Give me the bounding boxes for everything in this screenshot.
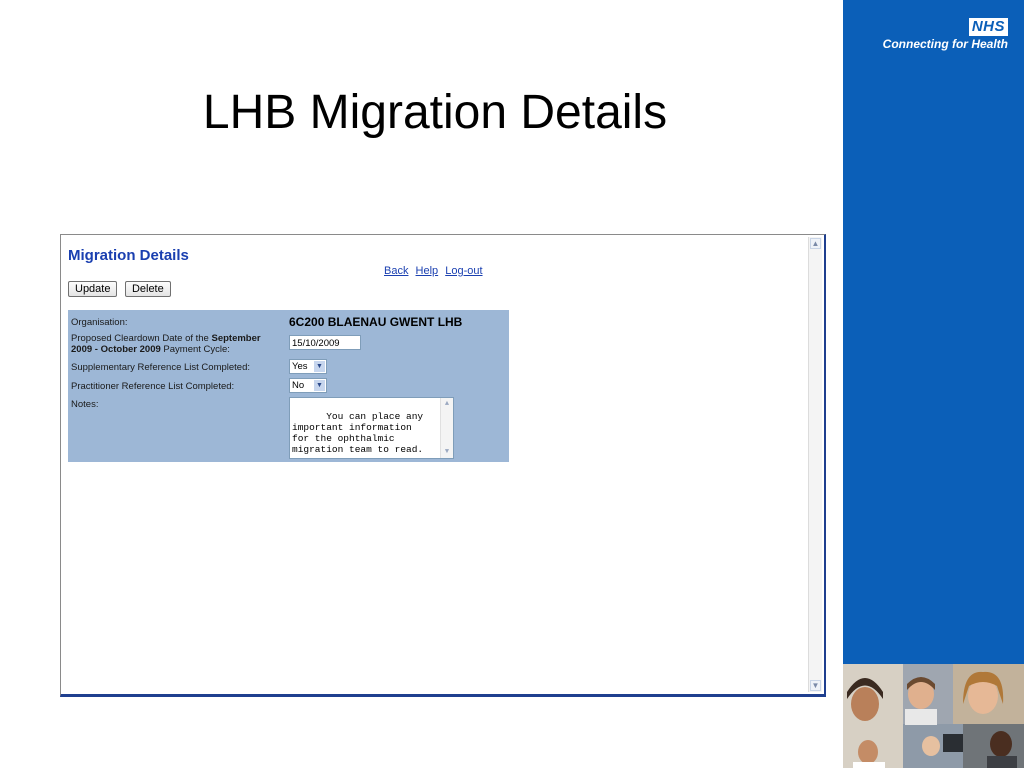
notes-label: Notes: bbox=[71, 399, 99, 410]
notes-textarea[interactable] bbox=[289, 397, 454, 459]
scroll-up-icon[interactable]: ▲ bbox=[811, 239, 820, 248]
chevron-down-icon[interactable]: ▼ bbox=[314, 380, 325, 391]
supplementary-list-label: Supplementary Reference List Completed: bbox=[71, 362, 251, 373]
cleardown-label-prefix: Proposed Cleardown Date of the bbox=[71, 333, 212, 344]
back-link[interactable]: Back bbox=[384, 265, 409, 277]
supplementary-list-value: Yes bbox=[292, 361, 308, 372]
scroll-up-icon[interactable]: ▲ bbox=[444, 400, 450, 408]
practitioner-list-select[interactable] bbox=[289, 378, 327, 393]
nhs-logo: NHS bbox=[969, 18, 1008, 36]
nhs-brand-band bbox=[843, 0, 1024, 768]
cleardown-label-suffix: Payment Cycle: bbox=[160, 344, 230, 355]
logout-link[interactable]: Log-out bbox=[445, 265, 483, 277]
scroll-down-icon[interactable]: ▼ bbox=[811, 681, 820, 690]
slide-title: LHB Migration Details bbox=[202, 86, 668, 139]
scroll-down-icon[interactable]: ▼ bbox=[444, 448, 450, 456]
notes-scrollbar[interactable] bbox=[440, 398, 453, 458]
nav-links bbox=[384, 265, 487, 277]
notes-text: You can place any important information for the ophthalmic migration team to read. bbox=[292, 411, 424, 455]
organisation-value: 6C200 BLAENAU GWENT LHB bbox=[289, 315, 463, 329]
practitioner-list-label: Practitioner Reference List Completed: bbox=[71, 381, 235, 392]
cleardown-date-input[interactable]: 15/10/2009 bbox=[289, 335, 361, 350]
staff-photo-collage bbox=[843, 664, 1024, 768]
chevron-down-icon[interactable]: ▼ bbox=[314, 361, 325, 372]
organisation-label: Organisation: bbox=[71, 317, 128, 328]
update-button[interactable]: Update bbox=[68, 281, 117, 297]
cleardown-date-label bbox=[71, 333, 281, 355]
migration-form-panel bbox=[68, 310, 509, 462]
nhs-tagline: Connecting for Health bbox=[882, 37, 1008, 51]
page-heading: Migration Details bbox=[68, 247, 189, 264]
help-link[interactable]: Help bbox=[415, 265, 439, 277]
delete-button[interactable]: Delete bbox=[125, 281, 171, 297]
migration-details-window bbox=[60, 234, 826, 697]
page-scrollbar[interactable] bbox=[808, 237, 822, 692]
supplementary-list-select[interactable] bbox=[289, 359, 327, 374]
practitioner-list-value: No bbox=[292, 380, 305, 391]
action-buttons bbox=[68, 279, 174, 297]
cleardown-label-cycle: September 2009 - October 2009 bbox=[71, 333, 261, 355]
